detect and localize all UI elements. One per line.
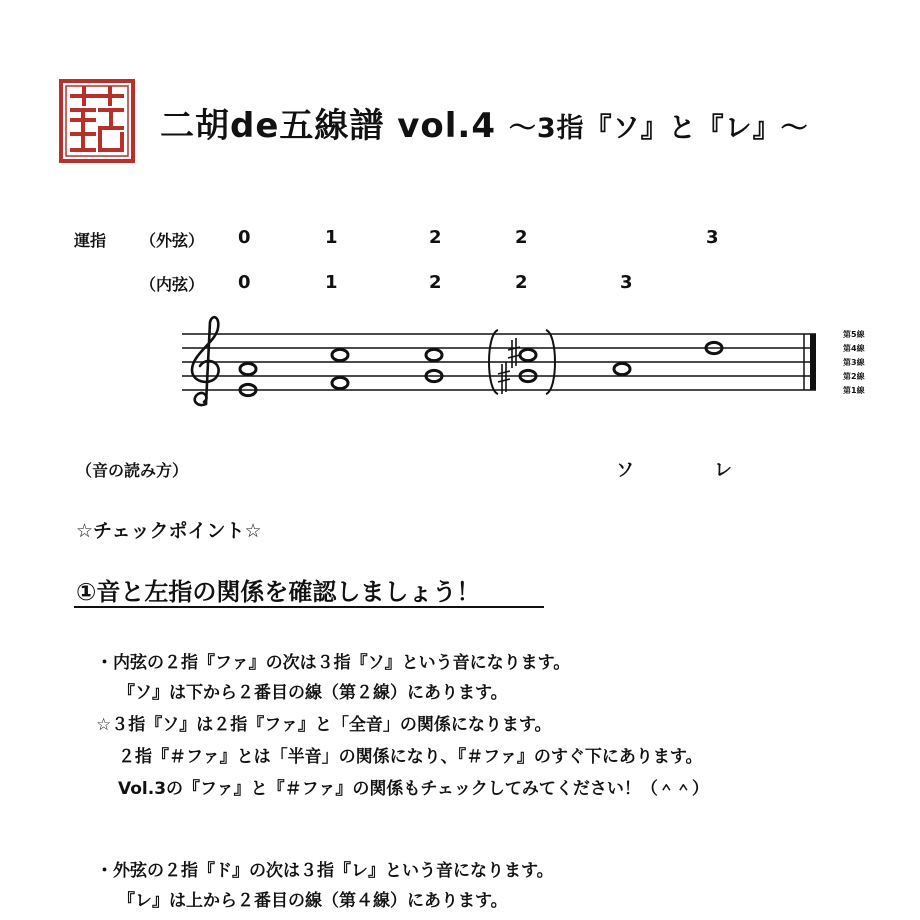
title-main: 二胡de五線譜 vol.4 (160, 106, 496, 146)
outer-finger-1: 0 (238, 227, 251, 248)
inner-finger-2: 1 (325, 272, 338, 293)
staff-line-label-1: 第1線 (843, 386, 865, 395)
inner-string-label: （内弦） (140, 275, 205, 294)
seal-logo (58, 78, 136, 164)
para2-line-2: 『レ』は上から２番目の線（第４線）にあります。 (118, 891, 508, 911)
staff-line-label-3: 第3線 (843, 358, 865, 367)
section-1-title: ①音と左指の関係を確認しましょう！ (76, 578, 481, 606)
outer-finger-4: 2 (515, 227, 528, 248)
treble-clef-icon (192, 317, 219, 405)
note-e (332, 377, 348, 388)
reading-re: レ (714, 460, 732, 481)
para1-line-5: Vol.3の『ファ』と『＃ファ』の関係もチェックしてみてください！（＾＾） (118, 779, 709, 799)
para1-line-1: ・内弦の２指『ファ』の次は３指『ソ』という音になります。 (96, 653, 571, 673)
page-title (160, 98, 809, 147)
checkpoint-heading: ☆チェックポイント☆ (76, 520, 262, 542)
note-open-a (240, 363, 256, 374)
outer-finger-5: 3 (706, 227, 719, 248)
note-b (332, 349, 348, 360)
para1-line-3: ☆３指『ソ』は２指『ファ』と「全音」の関係になります。 (96, 715, 552, 735)
staff-line-label-2: 第2線 (843, 372, 865, 381)
note-c-sharp (520, 349, 536, 360)
para2-line-1: ・外弦の２指『ド』の次は３指『レ』という音になります。 (96, 861, 554, 881)
para1-line-2: 『ソ』は下から２番目の線（第２線）にあります。 (118, 683, 508, 703)
reading-label: （音の読み方） (76, 461, 189, 480)
outer-finger-3: 2 (429, 227, 442, 248)
title-sub: ～3指『ソ』と『レ』～ (508, 113, 809, 144)
staff-line-label-5: 第5線 (843, 330, 865, 339)
outer-string-label: （外弦） (140, 231, 205, 250)
sharp-icon-lower (498, 362, 510, 394)
inner-finger-3: 2 (429, 272, 442, 293)
inner-finger-1: 0 (238, 272, 251, 293)
final-barline-thick (810, 334, 816, 390)
fingering-label: 運指 (74, 231, 107, 250)
note-c (426, 349, 442, 360)
staff-line-label-4: 第4線 (843, 344, 865, 353)
inner-finger-5: 3 (620, 272, 633, 293)
sharp-icon-upper (508, 338, 520, 368)
section-1-underline (74, 606, 544, 608)
outer-finger-2: 1 (325, 227, 338, 248)
reading-so: ソ (616, 460, 634, 481)
inner-finger-4: 2 (515, 272, 528, 293)
para1-line-4: ２指『＃ファ』とは「半音」の関係になり、『＃ファ』のすぐ下にあります。 (118, 747, 703, 767)
music-staff (176, 312, 826, 412)
note-g (614, 363, 630, 374)
